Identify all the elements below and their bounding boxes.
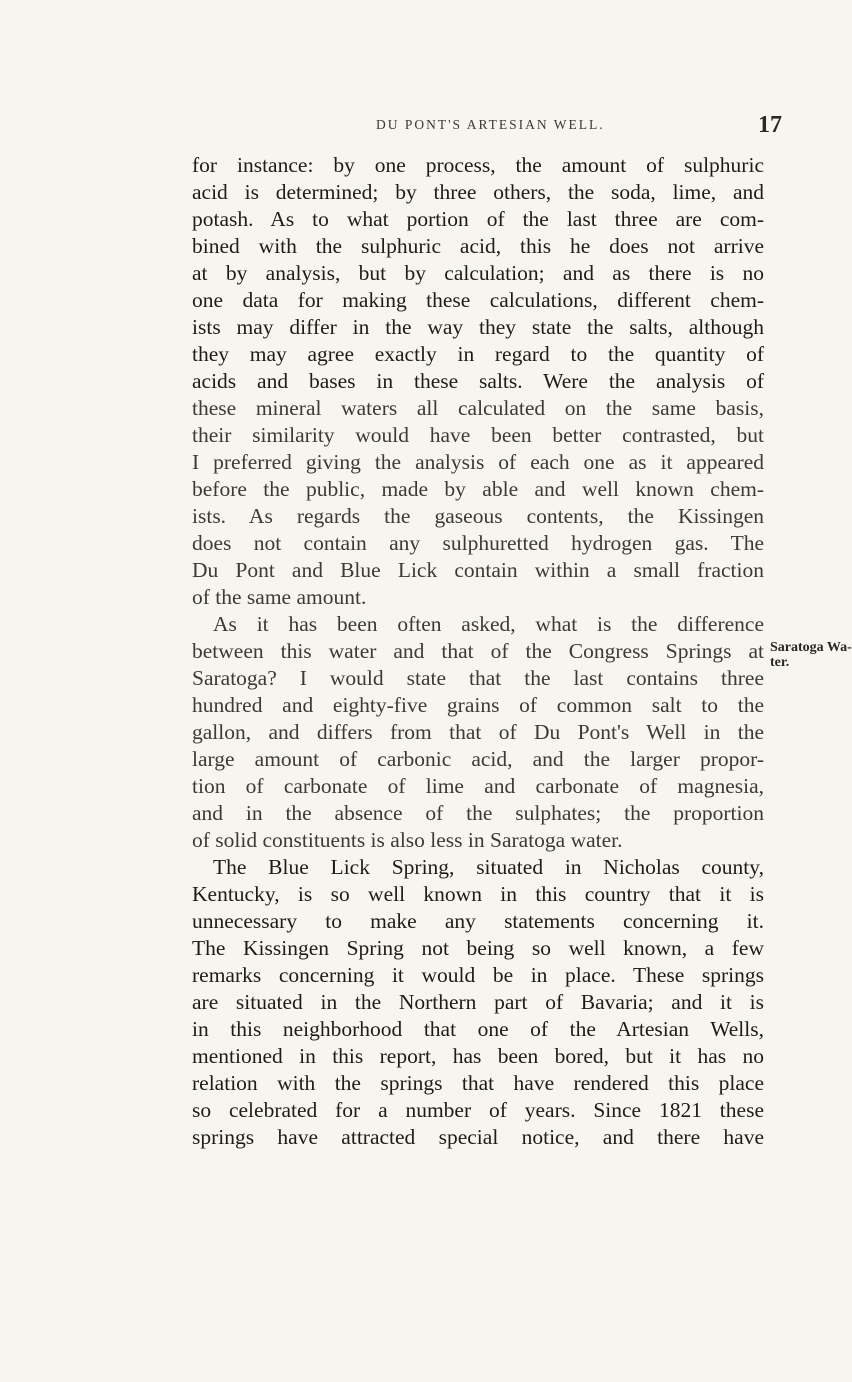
text-line: in this neighborhood that one of the Artesian Wells, — [192, 1017, 764, 1041]
text-line: Du Pont and Blue Lick contain within a small fraction — [192, 558, 764, 582]
text-line: between this water and that of the Congress Springs at — [192, 639, 764, 663]
text-line: tion of carbonate of lime and carbonate of magnesia, — [192, 774, 764, 798]
text-line: ists may differ in the way they state the salts, although — [192, 315, 764, 339]
text-line: their similarity would have been better contrasted, but — [192, 423, 764, 447]
text-line: unnecessary to make any statements concerning it. — [192, 909, 764, 933]
text-line: of solid constituents is also less in Saratoga water. — [192, 828, 623, 852]
text-line: The Kissingen Spring not being so well known, a few — [192, 936, 764, 960]
text-line: acids and bases in these salts. Were the analysis of — [192, 369, 764, 393]
text-line: does not contain any sulphuretted hydrogen gas. The — [192, 531, 764, 555]
text-line: potash. As to what portion of the last three are com- — [192, 207, 764, 231]
page-number: 17 — [758, 112, 782, 138]
text-line: they may agree exactly in regard to the quantity of — [192, 342, 764, 366]
text-line: ists. As regards the gaseous contents, the Kissingen — [192, 504, 764, 528]
text-line: are situated in the Northern part of Bavaria; and it is — [192, 990, 764, 1014]
text-line: before the public, made by able and well known chem- — [192, 477, 764, 501]
text-line: I preferred giving the analysis of each one as it appeared — [192, 450, 764, 474]
text-line: mentioned in this report, has been bored, but it has no — [192, 1044, 764, 1068]
text-line: acid is determined; by three others, the soda, lime, and — [192, 180, 764, 204]
text-line: and in the absence of the sulphates; the proportion — [192, 801, 764, 825]
text-line: bined with the sulphuric acid, this he does not arrive — [192, 234, 764, 258]
text-line: so celebrated for a number of years. Since 1821 these — [192, 1098, 764, 1122]
text-line: for instance: by one process, the amount of sulphuric — [192, 153, 764, 177]
text-line: springs have attracted special notice, and there have — [192, 1125, 764, 1149]
margin-note-line: ter. — [770, 655, 790, 670]
text-line: at by analysis, but by calculation; and as there is no — [192, 261, 764, 285]
text-line: Kentucky, is so well known in this country that it is — [192, 882, 764, 906]
text-line: The Blue Lick Spring, situated in Nicholas county, — [213, 855, 764, 879]
margin-note-line: Saratoga Wa- — [770, 640, 852, 655]
text-line: hundred and eighty-five grains of common salt to the — [192, 693, 764, 717]
text-line: As it has been often asked, what is the difference — [213, 612, 764, 636]
text-line: of the same amount. — [192, 585, 367, 609]
margin-note — [770, 640, 852, 670]
running-head: DU PONT'S ARTESIAN WELL. — [376, 117, 605, 132]
text-line: gallon, and differs from that of Du Pont's Well in the — [192, 720, 764, 744]
text-line: Saratoga? I would state that the last contains three — [192, 666, 764, 690]
text-line: relation with the springs that have rendered this place — [192, 1071, 764, 1095]
text-line: large amount of carbonic acid, and the larger propor- — [192, 747, 764, 771]
text-line: these mineral waters all calculated on the same basis, — [192, 396, 764, 420]
text-line: one data for making these calculations, different chem- — [192, 288, 764, 312]
text-line: remarks concerning it would be in place. These springs — [192, 963, 764, 987]
